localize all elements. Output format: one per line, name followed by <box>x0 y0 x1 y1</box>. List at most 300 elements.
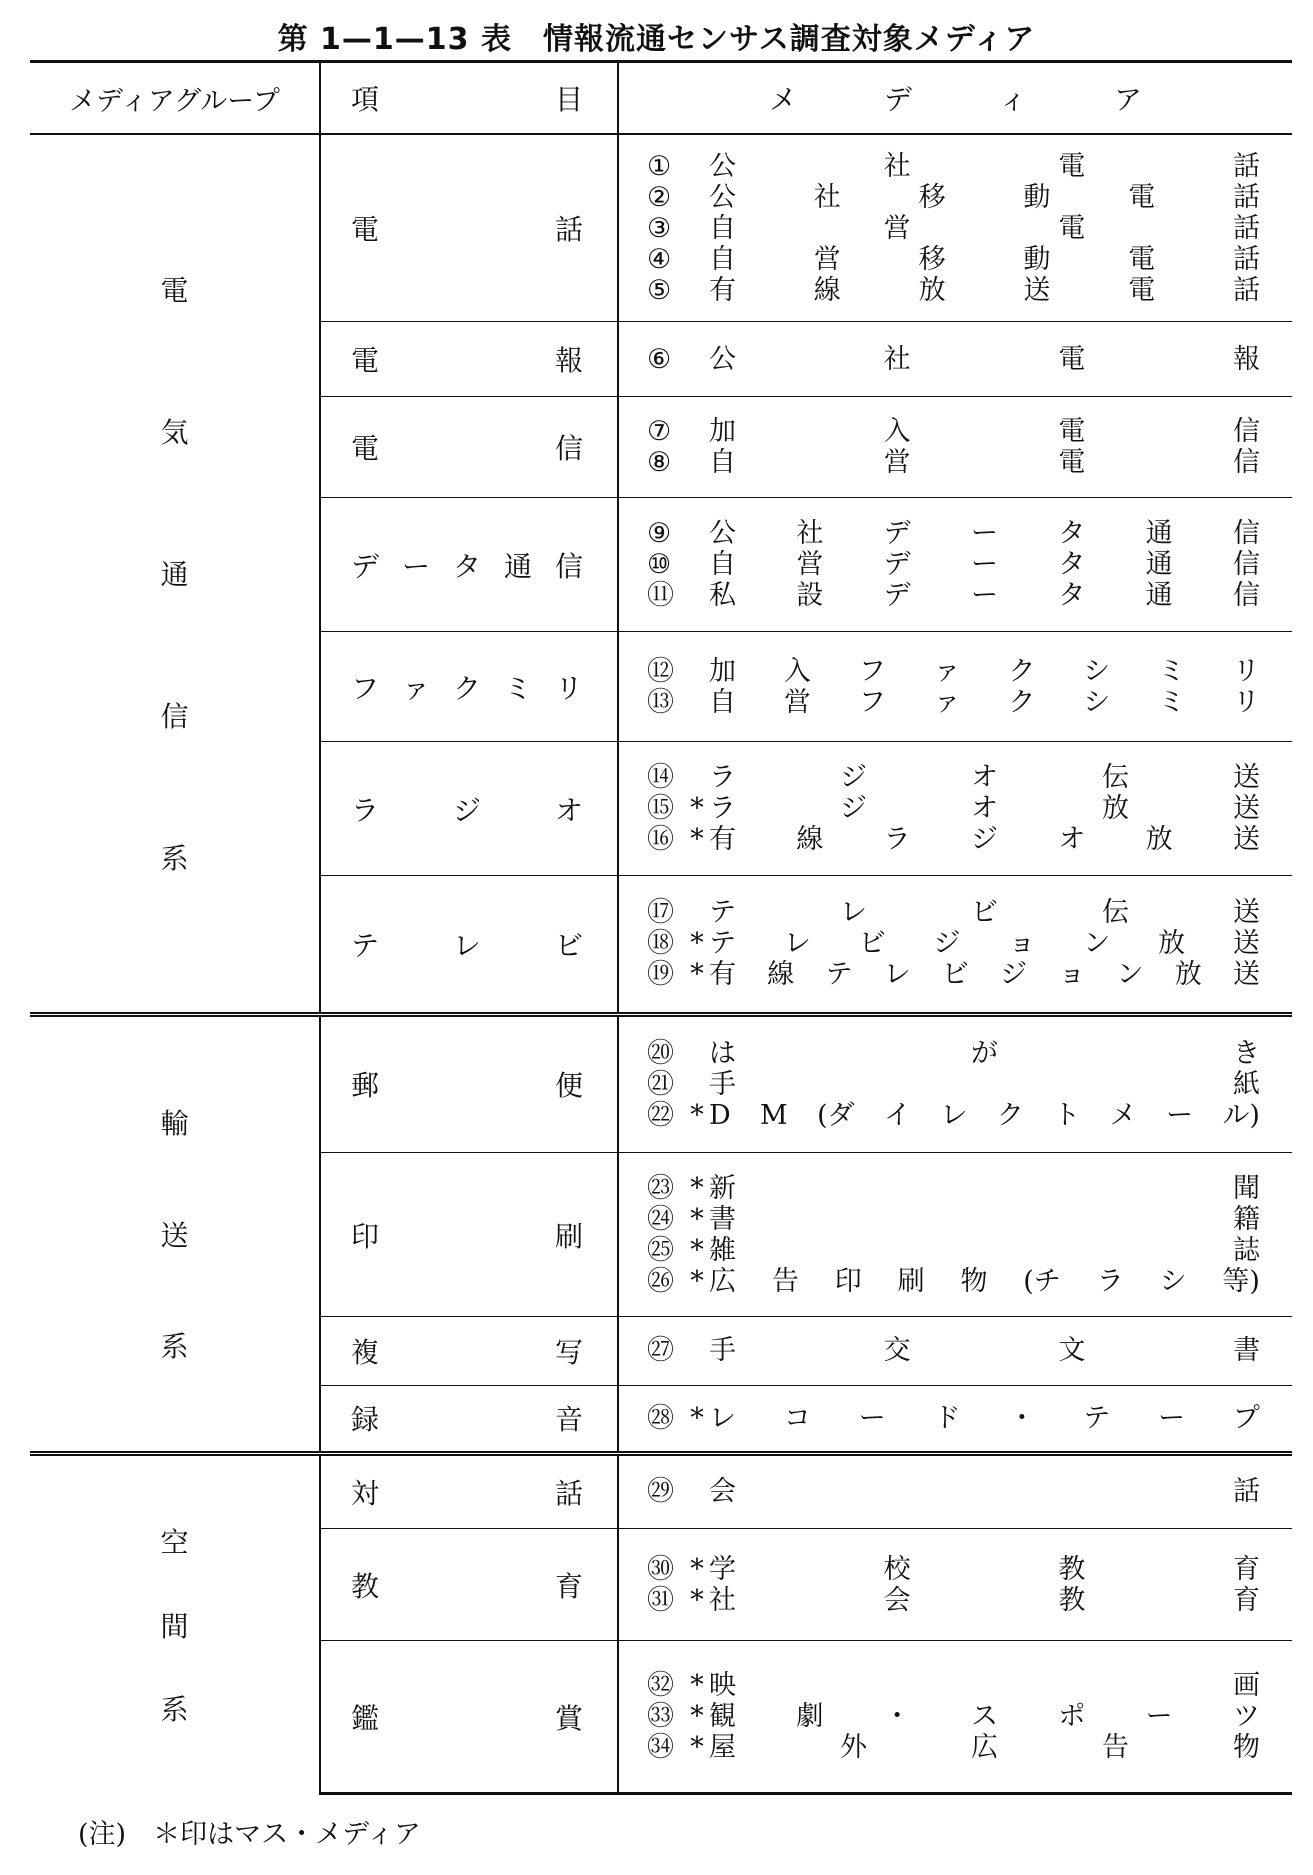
item-cell <box>320 632 618 742</box>
media-name-char: 自 <box>709 549 736 581</box>
media-name-char: 育 <box>1232 1553 1260 1585</box>
mass-media-mark: * <box>690 1265 704 1297</box>
media-name-char: き <box>1233 1037 1260 1069</box>
media-name-char: テ <box>825 959 853 991</box>
media-name-char: 書 <box>1232 1335 1260 1367</box>
media-number: ⑬ <box>647 686 674 718</box>
media-name-char: 会 <box>883 1584 911 1616</box>
media-name-char: 手 <box>709 1335 736 1367</box>
media-name-char: 線 <box>796 824 824 856</box>
media-name-char: ー <box>858 1402 886 1434</box>
media-name-char: 会 <box>709 1476 736 1508</box>
table-row <box>30 134 1292 322</box>
media-name-char: リ <box>1232 655 1260 687</box>
mass-media-mark: * <box>690 1701 704 1733</box>
media-item <box>619 1403 1292 1434</box>
media-name <box>709 1335 1260 1366</box>
media-name-char: ジ <box>933 928 961 960</box>
media-number: ⑨ <box>647 518 672 550</box>
media-name-char: レ <box>883 959 911 991</box>
media-name-char: 広 <box>971 1732 998 1764</box>
media-item <box>619 1732 1292 1763</box>
media-name-char: シ <box>1159 1265 1187 1297</box>
media-name-char: 通 <box>1145 580 1173 612</box>
media-number: ⑳ <box>647 1037 674 1069</box>
item-label-char: 電 <box>351 432 380 466</box>
media-name <box>709 244 1260 275</box>
item-cell <box>320 1453 618 1528</box>
media-item <box>619 1585 1292 1616</box>
item-label-char: 写 <box>554 1335 583 1369</box>
media-name-char: 信 <box>1232 549 1260 581</box>
media-number: ⑪ <box>647 580 674 612</box>
table-body <box>30 134 1292 1794</box>
media-number: ㉒ <box>647 1099 674 1131</box>
media-item <box>619 1235 1292 1266</box>
media-name <box>709 151 1260 182</box>
media-name-char: ジ <box>1000 959 1028 991</box>
item-label-char: 電 <box>351 213 380 247</box>
media-name-char: 印 <box>834 1265 862 1297</box>
media-name-char: ビ <box>971 897 998 929</box>
media-item <box>619 1701 1292 1732</box>
mass-media-mark: * <box>690 1402 704 1434</box>
media-name-char: ァ <box>933 655 961 687</box>
item-label-char: ラ <box>351 793 380 827</box>
media-number: ㉛ <box>647 1584 674 1616</box>
media-name-char: 劇 <box>796 1701 824 1733</box>
media-cell <box>618 876 1292 1014</box>
item-label-char: ァ <box>401 671 430 705</box>
media-name <box>709 580 1260 611</box>
media-name-char: (チ <box>1023 1265 1061 1297</box>
media-name-char: 教 <box>1058 1553 1086 1585</box>
media-name <box>709 182 1260 213</box>
media-name-char: 外 <box>840 1732 867 1764</box>
media-name-char: 電 <box>1058 447 1086 479</box>
media-name <box>709 824 1260 855</box>
media-name-char: 放 <box>918 274 946 306</box>
media-name-char: ラ <box>709 762 736 794</box>
media-name-char: が <box>971 1037 998 1069</box>
media-item <box>619 447 1292 478</box>
media-name-char: 放 <box>1174 959 1202 991</box>
media-name-char: 営 <box>883 447 911 479</box>
mass-media-mark: * <box>690 793 704 825</box>
header-media-char: ィ <box>998 83 1027 116</box>
item-label-char: ク <box>452 671 481 705</box>
media-group-char: 気 <box>160 416 189 450</box>
media-name-char: 話 <box>1233 1476 1260 1508</box>
media-name-char: 観 <box>709 1701 736 1733</box>
item-label-char: ミ <box>503 671 532 705</box>
media-name-char: 移 <box>918 181 946 213</box>
mass-media-mark: * <box>690 928 704 960</box>
item-label-char: 便 <box>554 1069 583 1103</box>
item-cell <box>320 1317 618 1385</box>
item-label-char: 教 <box>351 1569 380 1603</box>
media-number: ⑱ <box>647 928 674 960</box>
media-name-char: 聞 <box>1233 1172 1260 1204</box>
media-name-char: 話 <box>1232 274 1260 306</box>
media-item <box>619 416 1292 447</box>
media-group-char: 電 <box>160 274 189 308</box>
media-name-char: ー <box>1145 1701 1173 1733</box>
media-name-char: ラ <box>709 793 736 825</box>
media-name-char: 画 <box>1233 1670 1260 1702</box>
media-name-char: 送 <box>1232 824 1260 856</box>
media-name <box>709 1701 1260 1732</box>
media-item <box>619 244 1292 275</box>
media-name <box>709 1204 1260 1235</box>
media-name-char: 刷 <box>897 1265 925 1297</box>
media-number: ⑮ <box>647 793 674 825</box>
media-name-char: レ <box>783 928 811 960</box>
media-name-char: 有 <box>709 824 736 856</box>
media-group-char: 系 <box>160 1329 189 1363</box>
item-cell <box>320 1014 618 1152</box>
media-cell <box>618 1453 1292 1528</box>
mass-media-mark: * <box>690 959 704 991</box>
media-name-char: 話 <box>1232 181 1260 213</box>
media-item <box>619 687 1292 718</box>
media-name-char: 誌 <box>1233 1234 1260 1266</box>
mass-media-mark: * <box>690 1732 704 1764</box>
media-item <box>619 1554 1292 1585</box>
media-number: ⑤ <box>647 274 672 306</box>
media-item <box>619 151 1292 182</box>
media-name-char: 動 <box>1023 243 1051 275</box>
media-item <box>619 1266 1292 1297</box>
media-name-char: 電 <box>1058 212 1086 244</box>
media-name-char: 学 <box>709 1553 736 1585</box>
media-name-char: テ <box>709 897 736 929</box>
media-name <box>709 1100 1260 1131</box>
media-number: ⑲ <box>647 959 674 991</box>
media-name-char: 公 <box>709 181 736 213</box>
media-name-char: デ <box>883 518 911 550</box>
header-media-char: ア <box>1113 83 1142 116</box>
media-cell <box>618 632 1292 742</box>
media-name-char: 私 <box>709 580 736 612</box>
media-number: ① <box>647 150 672 182</box>
media-name-char: 公 <box>709 343 736 375</box>
media-name-char: テ <box>709 928 736 960</box>
media-cell <box>618 1014 1292 1152</box>
media-name-char: 設 <box>796 580 824 612</box>
media-name-char: 有 <box>709 274 736 306</box>
media-item <box>619 1069 1292 1100</box>
media-name-char: ョ <box>1058 959 1086 991</box>
media-name-char: 紙 <box>1233 1068 1260 1100</box>
media-name-char: 電 <box>1058 416 1086 448</box>
media-name-char: ト <box>1053 1099 1081 1131</box>
media-name-char: 通 <box>1145 518 1173 550</box>
media-item <box>619 928 1292 959</box>
media-name <box>709 518 1260 549</box>
media-name-char: ・ <box>883 1701 911 1733</box>
mass-media-mark: * <box>690 1203 704 1235</box>
media-name <box>709 687 1260 718</box>
media-name-char: 放 <box>1102 793 1129 825</box>
media-name-char: 交 <box>883 1335 911 1367</box>
media-number: ② <box>647 181 672 213</box>
media-name-char: ビ <box>941 959 969 991</box>
media-group-char: 系 <box>160 1692 189 1726</box>
media-name-char: ク <box>996 1099 1024 1131</box>
media-name-char: 放 <box>1158 928 1186 960</box>
media-cell <box>618 134 1292 322</box>
header-item-char: 目 <box>554 83 583 116</box>
mass-media-mark: * <box>690 824 704 856</box>
media-name <box>709 928 1260 959</box>
media-table <box>30 60 1292 1795</box>
media-name-char: 送 <box>1233 793 1260 825</box>
item-label-char: フ <box>351 671 380 705</box>
media-item <box>619 793 1292 824</box>
media-name <box>709 549 1260 580</box>
media-cell <box>618 742 1292 876</box>
media-name-char: 自 <box>709 243 736 275</box>
media-number: ㉝ <box>647 1701 674 1733</box>
media-name-char: 手 <box>709 1068 736 1100</box>
media-cell <box>618 1641 1292 1794</box>
item-label-char: 話 <box>554 213 583 247</box>
media-name-char: 通 <box>1145 549 1173 581</box>
media-cell <box>618 498 1292 632</box>
media-name-char: ン <box>1083 928 1111 960</box>
media-name-char: 電 <box>1058 343 1086 375</box>
media-name-char: シ <box>1083 686 1111 718</box>
item-label-char: タ <box>452 549 481 583</box>
media-group-char: 輸 <box>160 1107 189 1141</box>
item-label-char: 通 <box>503 549 532 583</box>
header-item-char: 項 <box>351 83 380 116</box>
media-name <box>709 762 1260 793</box>
media-item <box>619 275 1292 306</box>
media-name <box>709 447 1260 478</box>
media-name-char: 新 <box>709 1172 736 1204</box>
media-name-char: 送 <box>1233 762 1260 794</box>
media-name-char: ビ <box>858 928 886 960</box>
media-number: ㉙ <box>647 1476 674 1508</box>
media-item <box>619 762 1292 793</box>
media-item <box>619 580 1292 611</box>
header-media-char: デ <box>883 83 912 116</box>
media-name <box>709 1173 1260 1204</box>
media-name-char: ミ <box>1158 655 1186 687</box>
media-group-cell <box>30 1453 320 1793</box>
media-item <box>619 549 1292 580</box>
media-name-char: ク <box>1008 686 1036 718</box>
table-row <box>30 1453 1292 1528</box>
media-name-char: リ <box>1232 686 1260 718</box>
item-label-char: レ <box>452 928 481 962</box>
media-name <box>709 656 1260 687</box>
media-name-char: 屋 <box>709 1732 736 1764</box>
header-media-char: メ <box>769 83 798 116</box>
media-name-char: オ <box>971 793 998 825</box>
item-label-char: 電 <box>351 344 380 378</box>
media-name <box>709 344 1260 375</box>
item-label-char: 育 <box>554 1569 583 1603</box>
media-name-char: 入 <box>783 655 811 687</box>
media-name <box>709 1235 1260 1266</box>
item-label-char: オ <box>554 793 583 827</box>
media-name-char: 報 <box>1232 343 1260 375</box>
media-name-char: 物 <box>1233 1732 1260 1764</box>
item-label-char: テ <box>351 928 380 962</box>
media-name-char: コ <box>783 1402 811 1434</box>
media-number: ㉜ <box>647 1670 674 1702</box>
media-name-char: ー <box>970 549 998 581</box>
media-name-char: 営 <box>783 686 811 718</box>
media-name-char: 社 <box>813 181 841 213</box>
media-number: ㉖ <box>647 1265 674 1297</box>
media-name-char: オ <box>971 762 998 794</box>
item-label-char: リ <box>554 671 583 705</box>
media-name-char: 告 <box>771 1265 799 1297</box>
footnote: (注) ＊印はマス・メディア <box>78 1819 421 1850</box>
media-name-char: 伝 <box>1102 762 1129 794</box>
media-name-char: 送 <box>1232 928 1260 960</box>
media-name-char: 社 <box>709 1584 736 1616</box>
media-name-char: D <box>709 1099 731 1131</box>
media-name-char: は <box>709 1037 736 1069</box>
media-number: ⑫ <box>647 655 674 687</box>
media-name-char: 自 <box>709 212 736 244</box>
media-name-char: レ <box>940 1099 968 1131</box>
media-cell <box>618 1317 1292 1385</box>
media-name-char: ポ <box>1058 1701 1086 1733</box>
media-group-cell <box>30 134 320 1014</box>
item-label-char: 録 <box>351 1403 380 1437</box>
item-cell <box>320 322 618 397</box>
media-name-char: シ <box>1083 655 1111 687</box>
media-name-char: タ <box>1058 549 1086 581</box>
item-cell <box>320 876 618 1014</box>
media-name-char: 映 <box>709 1670 736 1702</box>
mass-media-mark: * <box>690 1584 704 1616</box>
media-name-char: ク <box>1008 655 1036 687</box>
media-item <box>619 1476 1292 1507</box>
media-item <box>619 1173 1292 1204</box>
media-name-char: ー <box>1165 1099 1193 1131</box>
media-name-char: 物 <box>960 1265 988 1297</box>
media-name-char: 電 <box>1128 181 1156 213</box>
mass-media-mark: * <box>690 1099 704 1131</box>
media-number: ㉑ <box>647 1068 674 1100</box>
media-item <box>619 959 1292 990</box>
media-item <box>619 1670 1292 1701</box>
media-group-char: 間 <box>160 1609 189 1643</box>
item-label-char: デ <box>351 549 380 583</box>
media-number: ⑯ <box>647 824 674 856</box>
media-name-char: 告 <box>1102 1732 1129 1764</box>
media-number: ⑰ <box>647 897 674 929</box>
media-cell <box>618 1153 1292 1317</box>
media-name-char: タ <box>1058 580 1086 612</box>
item-cell <box>320 134 618 322</box>
media-name-char: タ <box>1058 518 1086 550</box>
media-group-char: 通 <box>160 558 189 592</box>
media-item <box>619 656 1292 687</box>
media-number: ㉚ <box>647 1553 674 1585</box>
media-name-char: 教 <box>1058 1584 1086 1616</box>
media-number: ㉕ <box>647 1234 674 1266</box>
media-name-char: ラ <box>883 824 911 856</box>
media-name <box>709 213 1260 244</box>
item-label-char: 信 <box>554 432 583 466</box>
media-name-char: メ <box>1109 1099 1137 1131</box>
item-label-char: 対 <box>351 1476 380 1510</box>
media-number: ㉗ <box>647 1335 674 1367</box>
media-name-char: 入 <box>883 416 911 448</box>
media-name-char: 書 <box>709 1203 736 1235</box>
media-name-char: 営 <box>883 212 911 244</box>
media-group-char: 空 <box>160 1526 189 1560</box>
media-name <box>709 1069 1260 1100</box>
media-name <box>709 1266 1260 1297</box>
media-name-char: プ <box>1232 1402 1260 1434</box>
media-item <box>619 1038 1292 1069</box>
media-name-char: 電 <box>1058 150 1086 182</box>
table-header <box>30 62 1292 135</box>
media-number: ⑧ <box>647 447 672 479</box>
media-name-char: 社 <box>796 518 824 550</box>
media-name-char: ツ <box>1232 1701 1260 1733</box>
media-group-cell <box>30 1014 320 1453</box>
item-label-char: 複 <box>351 1335 380 1369</box>
media-cell <box>618 1528 1292 1641</box>
media-name-char: レ <box>709 1402 736 1434</box>
media-name <box>709 897 1260 928</box>
media-name-char: 信 <box>1232 416 1260 448</box>
media-name-char: 雑 <box>709 1234 736 1266</box>
media-name-char: 送 <box>1233 897 1260 929</box>
media-number: ⑥ <box>647 343 672 375</box>
mass-media-mark: * <box>690 1234 704 1266</box>
media-number: ㉔ <box>647 1203 674 1235</box>
media-name-char: 籍 <box>1233 1203 1260 1235</box>
media-name-char: 育 <box>1232 1584 1260 1616</box>
media-name <box>709 1403 1260 1434</box>
item-label-char: 刷 <box>554 1219 583 1253</box>
table-title: 第 1—1—13 表 情報流通センサス調査対象メディア <box>277 22 1036 57</box>
media-name-char: ョ <box>1008 928 1036 960</box>
media-name-char: ー <box>970 580 998 612</box>
media-name-char: 移 <box>918 243 946 275</box>
media-name-char: 電 <box>1128 243 1156 275</box>
media-name-char: 信 <box>1232 580 1260 612</box>
item-cell <box>320 742 618 876</box>
item-label-char: 報 <box>554 344 583 378</box>
media-name-char: 信 <box>1232 447 1260 479</box>
media-name-char: 社 <box>883 150 911 182</box>
media-name <box>709 1476 1260 1507</box>
item-cell <box>320 1153 618 1317</box>
media-cell <box>618 397 1292 498</box>
media-name-char: 伝 <box>1102 897 1129 929</box>
media-name-char: ジ <box>840 762 867 794</box>
mass-media-mark: * <box>690 1172 704 1204</box>
item-cell <box>320 397 618 498</box>
media-name-char: 校 <box>883 1553 911 1585</box>
media-name-char: 有 <box>709 959 736 991</box>
media-name <box>709 959 1260 990</box>
media-name-char: オ <box>1058 824 1086 856</box>
media-item <box>619 518 1292 549</box>
